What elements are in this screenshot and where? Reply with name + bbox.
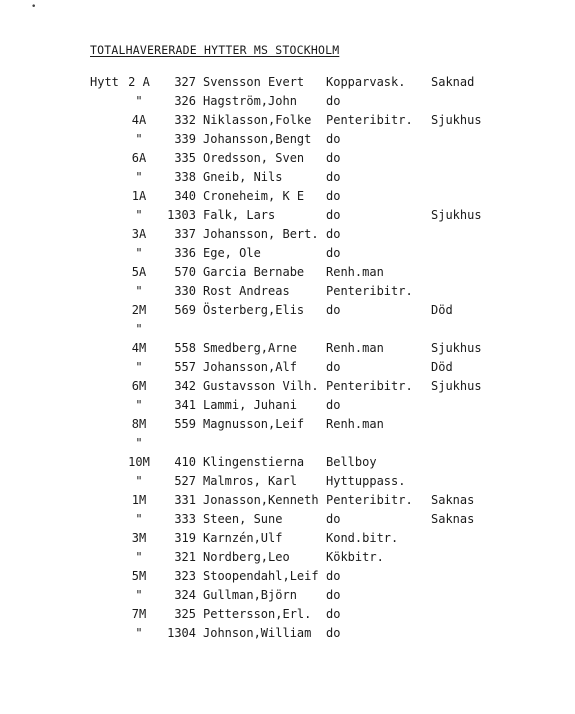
crew-number: 327 bbox=[174, 75, 196, 89]
crew-status: Sjukhus bbox=[431, 208, 482, 222]
cabin-list bbox=[0, 73, 575, 643]
table-row bbox=[0, 472, 575, 491]
crew-name: Pettersson,Erl. bbox=[203, 607, 312, 621]
crew-number: 569 bbox=[174, 303, 196, 317]
cabin-number: 2 A bbox=[128, 75, 150, 89]
crew-position: Hyttuppass. bbox=[326, 474, 406, 488]
crew-status: Död bbox=[431, 360, 453, 374]
cabin-number: " bbox=[135, 246, 143, 260]
crew-number: 337 bbox=[174, 227, 196, 241]
crew-position: do bbox=[326, 94, 341, 108]
crew-position: do bbox=[326, 132, 341, 146]
crew-name: Garcia Bernabe bbox=[203, 265, 305, 279]
cabin-number: " bbox=[135, 208, 143, 222]
table-row bbox=[0, 377, 575, 396]
cabin-number: 6A bbox=[131, 151, 147, 165]
crew-position: Kökbitr. bbox=[326, 550, 384, 564]
crew-number: 559 bbox=[174, 417, 196, 431]
crew-number: 1304 bbox=[167, 626, 196, 640]
table-row bbox=[0, 130, 575, 149]
crew-position: Renh.man bbox=[326, 265, 384, 279]
crew-status: Saknad bbox=[431, 75, 475, 89]
crew-position: do bbox=[326, 626, 341, 640]
table-row bbox=[0, 339, 575, 358]
cabin-number: " bbox=[135, 398, 143, 412]
crew-number: 330 bbox=[174, 284, 196, 298]
cabin-number: " bbox=[135, 322, 143, 336]
crew-name: Stoopendahl,Leif bbox=[203, 569, 319, 583]
cabin-number: 10M bbox=[128, 455, 150, 469]
crew-position: Bellboy bbox=[326, 455, 377, 469]
crew-name: Jonasson,Kenneth bbox=[203, 493, 319, 507]
crew-position: Penteribitr. bbox=[326, 493, 413, 507]
cabin-number: 6M bbox=[131, 379, 147, 393]
crew-position: do bbox=[326, 246, 341, 260]
crew-name: Steen, Sune bbox=[203, 512, 283, 526]
crew-position: do bbox=[326, 512, 341, 526]
table-row bbox=[0, 187, 575, 206]
table-row bbox=[0, 415, 575, 434]
crew-number: 326 bbox=[174, 94, 196, 108]
table-row bbox=[0, 263, 575, 282]
crew-name: Oredsson, Sven bbox=[203, 151, 305, 165]
hytt-label: Hytt bbox=[90, 75, 119, 89]
crew-name: Klingenstierna bbox=[203, 455, 305, 469]
crew-position: do bbox=[326, 189, 341, 203]
crew-name: Gneib, Nils bbox=[203, 170, 283, 184]
crew-number: 342 bbox=[174, 379, 196, 393]
crew-name: Ege, Ole bbox=[203, 246, 261, 260]
cabin-number: 1A bbox=[131, 189, 147, 203]
cabin-number: " bbox=[135, 588, 143, 602]
table-row bbox=[0, 225, 575, 244]
crew-status: Saknas bbox=[431, 512, 475, 526]
crew-name: Hagström,John bbox=[203, 94, 297, 108]
cabin-number: 3A bbox=[131, 227, 147, 241]
table-row bbox=[0, 548, 575, 567]
table-row bbox=[0, 586, 575, 605]
table-row bbox=[0, 510, 575, 529]
crew-name: Malmros, Karl bbox=[203, 474, 297, 488]
crew-position: Renh.man bbox=[326, 417, 384, 431]
crew-name: Svensson Evert bbox=[203, 75, 305, 89]
cabin-number: " bbox=[135, 474, 143, 488]
cabin-number: 5A bbox=[131, 265, 147, 279]
crew-number: 323 bbox=[174, 569, 196, 583]
crew-position: do bbox=[326, 607, 341, 621]
cabin-number: 3M bbox=[131, 531, 147, 545]
crew-name: Lammi, Juhani bbox=[203, 398, 297, 412]
crew-position: Kopparvask. bbox=[326, 75, 406, 89]
crew-number: 340 bbox=[174, 189, 196, 203]
cabin-number: 8M bbox=[131, 417, 147, 431]
crew-position: do bbox=[326, 360, 341, 374]
crew-number: 324 bbox=[174, 588, 196, 602]
crew-number: 527 bbox=[174, 474, 196, 488]
cabin-number: " bbox=[135, 170, 143, 184]
crew-position: do bbox=[326, 398, 341, 412]
table-row bbox=[0, 111, 575, 130]
table-row bbox=[0, 567, 575, 586]
table-row bbox=[0, 301, 575, 320]
crew-name: Croneheim, K E bbox=[203, 189, 305, 203]
crew-name: Johnson,William bbox=[203, 626, 312, 640]
cabin-number: " bbox=[135, 360, 143, 374]
crew-position: do bbox=[326, 208, 341, 222]
cabin-number: 5M bbox=[131, 569, 147, 583]
cabin-number: " bbox=[135, 512, 143, 526]
cabin-number: 4M bbox=[131, 341, 147, 355]
crew-number: 319 bbox=[174, 531, 196, 545]
crew-status: Saknas bbox=[431, 493, 475, 507]
crew-number: 331 bbox=[174, 493, 196, 507]
cabin-number: 7M bbox=[131, 607, 147, 621]
table-row bbox=[0, 396, 575, 415]
table-row bbox=[0, 244, 575, 263]
table-row bbox=[0, 434, 575, 453]
crew-position: do bbox=[326, 227, 341, 241]
table-row bbox=[0, 206, 575, 225]
crew-position: do bbox=[326, 588, 341, 602]
cabin-number: " bbox=[135, 94, 143, 108]
table-row bbox=[0, 149, 575, 168]
crew-number: 338 bbox=[174, 170, 196, 184]
crew-number: 325 bbox=[174, 607, 196, 621]
crew-status: Död bbox=[431, 303, 453, 317]
crew-number: 410 bbox=[174, 455, 196, 469]
crew-number: 1303 bbox=[167, 208, 196, 222]
table-row bbox=[0, 320, 575, 339]
crew-position: Renh.man bbox=[326, 341, 384, 355]
crew-position: Penteribitr. bbox=[326, 379, 413, 393]
document-title: TOTALHAVERERADE HYTTER MS STOCKHOLM bbox=[90, 43, 340, 57]
crew-name: Smedberg,Arne bbox=[203, 341, 297, 355]
cabin-number: " bbox=[135, 436, 143, 450]
crew-number: 558 bbox=[174, 341, 196, 355]
cabin-number: " bbox=[135, 550, 143, 564]
crew-status: Sjukhus bbox=[431, 341, 482, 355]
crew-name: Johansson,Bengt bbox=[203, 132, 312, 146]
crew-status: Sjukhus bbox=[431, 379, 482, 393]
table-row bbox=[0, 453, 575, 472]
crew-number: 341 bbox=[174, 398, 196, 412]
crew-position: do bbox=[326, 170, 341, 184]
cabin-number: " bbox=[135, 132, 143, 146]
crew-number: 336 bbox=[174, 246, 196, 260]
table-row bbox=[0, 358, 575, 377]
crew-position: do bbox=[326, 303, 341, 317]
crew-position: do bbox=[326, 151, 341, 165]
crew-number: 333 bbox=[174, 512, 196, 526]
crew-number: 570 bbox=[174, 265, 196, 279]
crew-number: 321 bbox=[174, 550, 196, 564]
crew-number: 332 bbox=[174, 113, 196, 127]
table-row bbox=[0, 73, 575, 92]
crew-name: Johansson, Bert. bbox=[203, 227, 319, 241]
crew-name: Johansson,Alf bbox=[203, 360, 297, 374]
table-row bbox=[0, 168, 575, 187]
crew-name: Magnusson,Leif bbox=[203, 417, 305, 431]
cabin-number: 2M bbox=[131, 303, 147, 317]
crew-name: Karnzén,Ulf bbox=[203, 531, 283, 545]
cabin-number: 4A bbox=[131, 113, 147, 127]
corner-mark: • bbox=[31, 2, 37, 12]
crew-number: 557 bbox=[174, 360, 196, 374]
table-row bbox=[0, 92, 575, 111]
crew-name: Rost Andreas bbox=[203, 284, 290, 298]
crew-name: Falk, Lars bbox=[203, 208, 276, 222]
cabin-number: " bbox=[135, 284, 143, 298]
crew-position: Penteribitr. bbox=[326, 284, 413, 298]
crew-name: Gustavsson Vilh. bbox=[203, 379, 319, 393]
crew-position: Kond.bitr. bbox=[326, 531, 399, 545]
cabin-number: 1M bbox=[131, 493, 147, 507]
crew-number: 339 bbox=[174, 132, 196, 146]
cabin-number: " bbox=[135, 626, 143, 640]
table-row bbox=[0, 491, 575, 510]
table-row bbox=[0, 529, 575, 548]
crew-status: Sjukhus bbox=[431, 113, 482, 127]
crew-number: 335 bbox=[174, 151, 196, 165]
table-row bbox=[0, 605, 575, 624]
crew-name: Gullman,Björn bbox=[203, 588, 297, 602]
crew-position: Penteribitr. bbox=[326, 113, 413, 127]
crew-position: do bbox=[326, 569, 341, 583]
table-row bbox=[0, 624, 575, 643]
crew-name: Niklasson,Folke bbox=[203, 113, 312, 127]
crew-name: Nordberg,Leo bbox=[203, 550, 290, 564]
crew-name: Österberg,Elis bbox=[203, 303, 305, 317]
table-row bbox=[0, 282, 575, 301]
